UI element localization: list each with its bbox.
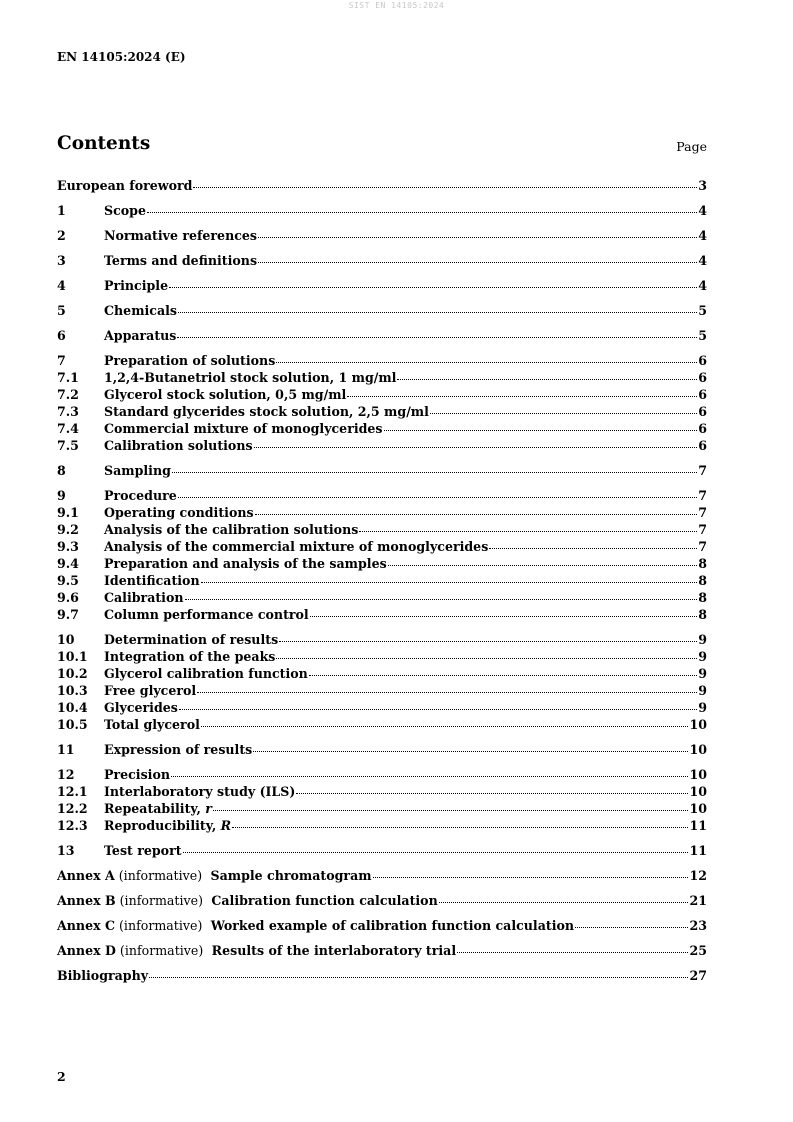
toc-entry[interactable] [57, 666, 707, 683]
toc-entry-page: 21 [689, 893, 707, 908]
toc-entry-page: 6 [698, 438, 707, 453]
toc-entry-number: 10 [57, 632, 75, 647]
toc-dot-leader [296, 783, 688, 794]
toc-entry-page: 10 [689, 717, 707, 732]
toc-entry[interactable] [57, 801, 707, 818]
toc-annex-title: Sample chromatogram [206, 868, 372, 883]
toc-entry[interactable] [57, 968, 707, 985]
toc-entry-number: 7.2 [57, 387, 79, 402]
toc-entry[interactable] [57, 539, 707, 556]
toc-dot-leader [213, 800, 689, 811]
toc-entry-page: 8 [698, 573, 707, 588]
toc-entry[interactable] [57, 700, 707, 717]
toc-entry-number: 10.2 [57, 666, 88, 681]
toc-dot-leader [258, 227, 697, 238]
toc-entry[interactable] [57, 228, 707, 245]
toc-entry-page: 12 [689, 868, 707, 883]
toc-dot-leader [185, 589, 698, 600]
toc-entry-page: 9 [698, 649, 707, 664]
watermark: SIST EN 14105:2024 [348, 1, 445, 10]
toc-entry-page: 6 [698, 387, 707, 402]
toc-dot-leader [179, 699, 697, 710]
toc-entry-number: 7.5 [57, 438, 79, 453]
toc-entry-title: Test report [104, 843, 182, 858]
toc-entry-page: 6 [698, 353, 707, 368]
toc-entry[interactable] [57, 488, 707, 505]
toc-dot-leader [201, 572, 698, 583]
toc-entry-number: 9.5 [57, 573, 79, 588]
toc-entry-title: Identification [104, 573, 200, 588]
toc-entry[interactable] [57, 868, 707, 885]
toc-entry-title: Annex C (informative) Worked example of calibration function calculation [57, 918, 575, 933]
toc-entry-page: 7 [698, 488, 707, 503]
toc-entry-title: Annex A (informative) Sample chromatogram [57, 868, 372, 883]
toc-entry-page: 4 [698, 228, 707, 243]
toc-dot-leader [177, 327, 697, 338]
toc-entry-title: Normative references [104, 228, 258, 243]
toc-entry-title: Operating conditions [104, 505, 254, 520]
toc-entry[interactable] [57, 943, 707, 960]
toc-entry-number: 9.4 [57, 556, 79, 571]
toc-entry-number: 12.3 [57, 818, 88, 833]
toc-entry-number: 9.1 [57, 505, 79, 520]
toc-entry-title: Analysis of the calibration solutions [104, 522, 359, 537]
toc-entry[interactable] [57, 683, 707, 700]
toc-entry-title: Free glycerol [104, 683, 197, 698]
toc-entry[interactable] [57, 607, 707, 624]
toc-entry[interactable] [57, 556, 707, 573]
toc-entry-title: Preparation and analysis of the samples [104, 556, 387, 571]
toc-entry-title: Column performance control [104, 607, 309, 622]
toc-entry-number: 10.3 [57, 683, 88, 698]
toc-entry-page: 4 [698, 203, 707, 218]
toc-entry[interactable] [57, 505, 707, 522]
toc-entry-number: 7.3 [57, 404, 79, 419]
toc-dot-leader [172, 462, 697, 473]
toc-entry[interactable] [57, 203, 707, 220]
toc-entry-page: 5 [698, 303, 707, 318]
toc-dot-leader [310, 606, 698, 617]
toc-entry-number: 12.2 [57, 801, 88, 816]
toc-entry[interactable] [57, 918, 707, 935]
toc-entry-page: 4 [698, 278, 707, 293]
toc-entry[interactable] [57, 522, 707, 539]
toc-annex-type: (informative) [114, 868, 207, 883]
toc-entry-number: 7.1 [57, 370, 79, 385]
toc-entry[interactable] [57, 278, 707, 295]
toc-entry[interactable] [57, 573, 707, 590]
toc-entry-title: Commercial mixture of monoglycerides [104, 421, 383, 436]
toc-entry-number: 4 [57, 278, 66, 293]
toc-entry-page: 10 [689, 801, 707, 816]
toc-dot-leader [388, 555, 698, 566]
toc-entry-title: Principle [104, 278, 169, 293]
toc-entry-number: 7 [57, 353, 66, 368]
toc-entry[interactable] [57, 253, 707, 270]
toc-entry[interactable] [57, 328, 707, 345]
toc-entry-page: 9 [698, 632, 707, 647]
toc-entry-number: 3 [57, 253, 66, 268]
toc-entry-symbol: r [205, 801, 212, 816]
toc-entry-page: 7 [698, 463, 707, 478]
toc-entry-number: 9 [57, 488, 66, 503]
toc-dot-leader [147, 202, 697, 213]
toc-dot-leader [232, 817, 688, 828]
toc-dot-leader [276, 648, 697, 659]
toc-dot-leader [178, 302, 697, 313]
toc-entry-page: 11 [689, 818, 707, 833]
toc-entry-page: 7 [698, 505, 707, 520]
toc-dot-leader [254, 437, 698, 448]
toc-dot-leader [149, 967, 688, 978]
toc-dot-leader [309, 665, 697, 676]
toc-entry-title: Interlaboratory study (ILS) [104, 784, 296, 799]
toc-entry[interactable] [57, 784, 707, 801]
toc-entry-page: 5 [698, 328, 707, 343]
toc-dot-leader [279, 631, 697, 642]
toc-entry-number: 6 [57, 328, 66, 343]
toc-dot-leader [397, 369, 697, 380]
toc-entry-page: 9 [698, 700, 707, 715]
toc-entry-page: 11 [689, 843, 707, 858]
toc-entry-title: 1,2,4-Butanetriol stock solution, 1 mg/ml [104, 370, 397, 385]
toc-entry[interactable] [57, 463, 707, 480]
toc-entry-page: 7 [698, 522, 707, 537]
toc-entry[interactable] [57, 370, 707, 387]
toc-dot-leader [359, 521, 697, 532]
toc-dot-leader [575, 917, 688, 928]
toc-entry[interactable] [57, 649, 707, 666]
toc-entry-title: Annex B (informative) Calibration function calculation [57, 893, 438, 908]
toc-entry[interactable] [57, 767, 707, 784]
toc-entry[interactable] [57, 893, 707, 910]
toc-entry-number: 5 [57, 303, 66, 318]
toc-entry-page: 25 [689, 943, 707, 958]
toc-entry-number: 10.1 [57, 649, 88, 664]
toc-entry-page: 8 [698, 607, 707, 622]
toc-dot-leader [373, 867, 689, 878]
toc-dot-leader [183, 842, 689, 853]
toc-entry-page: 8 [698, 590, 707, 605]
toc-entry[interactable] [57, 818, 707, 835]
toc-entry-title: Apparatus [104, 328, 177, 343]
toc-dot-leader [384, 420, 698, 431]
toc-entry-title: Expression of results [104, 742, 253, 757]
toc-entry-number: 7.4 [57, 421, 79, 436]
toc-entry-title: Total glycerol [104, 717, 200, 732]
toc-entry-title: Glycerol calibration function [104, 666, 308, 681]
toc-dot-leader [169, 277, 697, 288]
toc-entry-title: Calibration [104, 590, 184, 605]
toc-entry-number: 12.1 [57, 784, 88, 799]
toc-entry-title: Annex D (informative) Results of the interlaboratory trial [57, 943, 457, 958]
document-id: EN 14105:2024 (E) [57, 50, 186, 64]
toc-dot-leader [258, 252, 697, 263]
toc-entry[interactable] [57, 387, 707, 404]
toc-entry[interactable] [57, 421, 707, 438]
toc-entry-title: Determination of results [104, 632, 279, 647]
contents-title: Contents [57, 133, 151, 154]
toc-dot-leader [201, 716, 689, 727]
toc-entry-page: 27 [689, 968, 707, 983]
toc-dot-leader [457, 942, 688, 953]
toc-entry[interactable] [57, 178, 707, 195]
toc-entry[interactable] [57, 717, 707, 734]
toc-entry-title: Precision [104, 767, 171, 782]
toc-entry-page: 7 [698, 539, 707, 554]
toc-entry-title: Chemicals [104, 303, 178, 318]
toc-entry-number: 1 [57, 203, 66, 218]
toc-entry[interactable] [57, 303, 707, 320]
page-number: 2 [57, 1069, 66, 1084]
toc-entry-page: 4 [698, 253, 707, 268]
toc-entry-page: 23 [689, 918, 707, 933]
toc-entry-number: 9.2 [57, 522, 79, 537]
toc-entry-title: Calibration solutions [104, 438, 253, 453]
toc-dot-leader [276, 352, 697, 363]
toc-entry-title: Preparation of solutions [104, 353, 276, 368]
toc-entry-number: 2 [57, 228, 66, 243]
toc-entry-symbol: R [220, 818, 232, 833]
toc-entry-page: 10 [689, 767, 707, 782]
toc-entry-number: 9.3 [57, 539, 79, 554]
toc-entry[interactable] [57, 353, 707, 370]
toc-entry[interactable] [57, 843, 707, 860]
toc-entry-title: Standard glycerides stock solution, 2,5 mg/ml [104, 404, 429, 419]
toc-entry-number: 10.4 [57, 700, 88, 715]
toc-entry-number: 13 [57, 843, 75, 858]
toc-dot-leader [347, 386, 697, 397]
toc-annex-title: Calibration function calculation [206, 893, 438, 908]
toc-dot-leader [253, 741, 688, 752]
toc-annex-title: Worked example of calibration function calculation [206, 918, 575, 933]
toc-dot-leader [489, 538, 697, 549]
toc-entry-number: 11 [57, 742, 75, 757]
toc-entry-number: 9.6 [57, 590, 79, 605]
toc-entry-title: Terms and definitions [104, 253, 258, 268]
toc-dot-leader [439, 892, 689, 903]
toc-entry-page: 3 [698, 178, 707, 193]
toc-entry-page: 8 [698, 556, 707, 571]
toc-annex-title: Results of the interlaboratory trial [207, 943, 457, 958]
toc-entry[interactable] [57, 590, 707, 607]
toc-dot-leader [255, 504, 698, 515]
page-column-label: Page [676, 139, 707, 154]
toc-entry-title: Sampling [104, 463, 171, 478]
toc-entry-title: Bibliography [57, 968, 149, 983]
toc-annex-type: (informative) [115, 893, 207, 908]
toc-entry-number: 9.7 [57, 607, 79, 622]
toc-entry[interactable] [57, 404, 707, 421]
toc-entry-page: 9 [698, 666, 707, 681]
toc-entry-page: 6 [698, 370, 707, 385]
toc-entry-page: 6 [698, 421, 707, 436]
toc-entry-title: Integration of the peaks [104, 649, 276, 664]
toc-annex-type: (informative) [115, 918, 207, 933]
toc-dot-leader [193, 177, 697, 188]
toc-entry[interactable] [57, 632, 707, 649]
toc-entry-page: 10 [689, 742, 707, 757]
toc-entry-page: 9 [698, 683, 707, 698]
toc-entry-page: 10 [689, 784, 707, 799]
toc-entry-number: 12 [57, 767, 75, 782]
toc-entry-title: Scope [104, 203, 146, 218]
toc-dot-leader [171, 766, 688, 777]
toc-entry-title: Glycerides [104, 700, 178, 715]
toc-entry-title: Procedure [104, 488, 177, 503]
toc-entry-number: 8 [57, 463, 66, 478]
contents-header [57, 133, 707, 157]
toc-dot-leader [197, 682, 697, 693]
toc-entry-title: Repeatability, r [104, 801, 212, 816]
toc-dot-leader [178, 487, 697, 498]
toc-dot-leader [430, 403, 697, 414]
toc-annex-type: (informative) [115, 943, 208, 958]
toc-entry-title: European foreword [57, 178, 193, 193]
toc-entry-title: Analysis of the commercial mixture of monoglycerides [104, 539, 489, 554]
toc-entry-title: Glycerol stock solution, 0,5 mg/ml [104, 387, 347, 402]
toc-entry-title: Reproducibility, R [104, 818, 232, 833]
toc-entry[interactable] [57, 742, 707, 759]
toc-entry-number: 10.5 [57, 717, 88, 732]
toc-entry[interactable] [57, 438, 707, 455]
toc-entry-page: 6 [698, 404, 707, 419]
